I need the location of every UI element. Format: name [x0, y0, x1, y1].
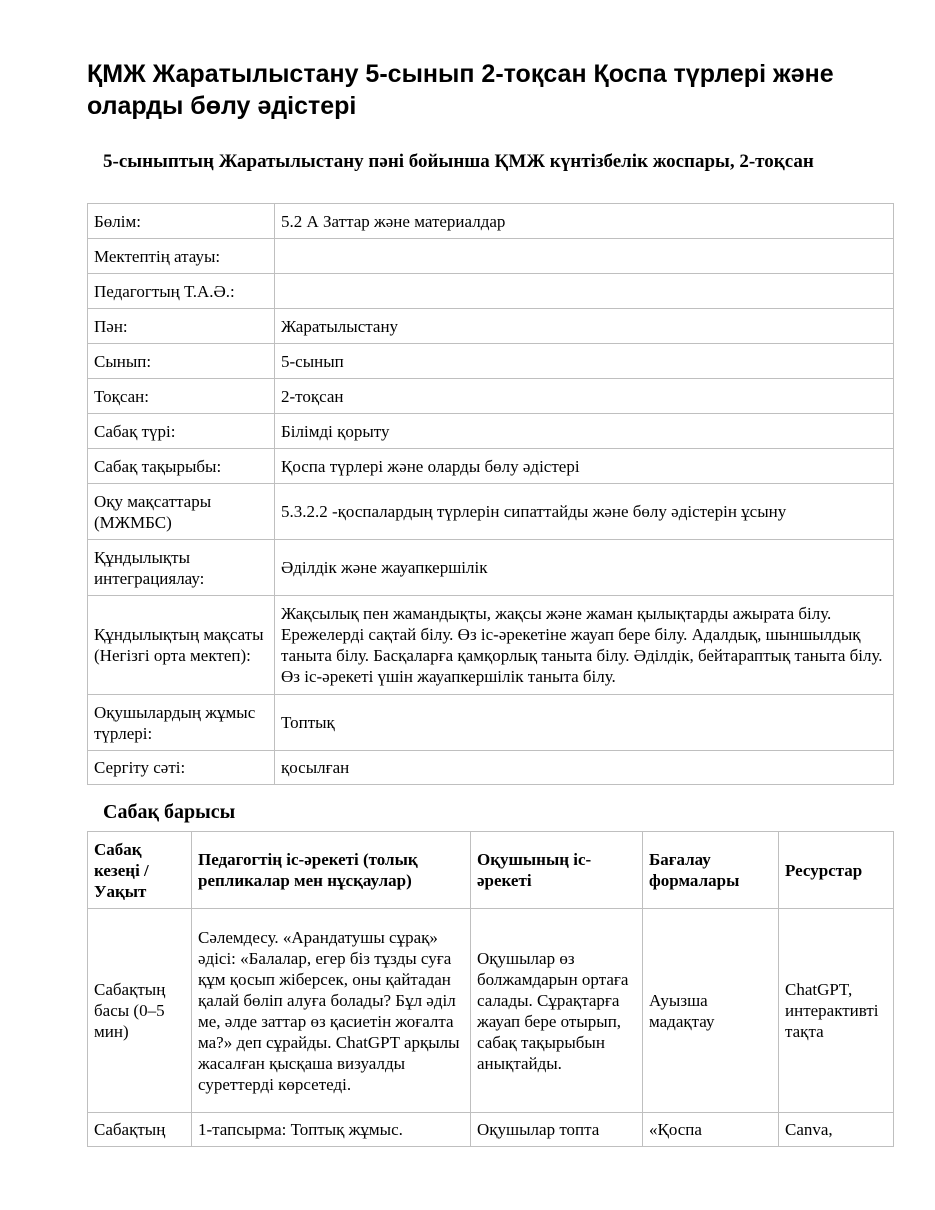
lesson-header-row	[88, 832, 894, 909]
info-row-work-types	[88, 695, 894, 751]
info-value: 5-сынып	[275, 344, 894, 379]
info-label: Құндылықты интеграциялау:	[88, 540, 275, 596]
info-value: Білімді қорыту	[275, 414, 894, 449]
info-row-school-name	[88, 239, 894, 274]
teacher-activity-cell: 1-тапсырма: Топтық жұмыс.	[192, 1113, 471, 1147]
info-label: Сынып:	[88, 344, 275, 379]
resources-cell: ChatGPT, интерактивті тақта	[779, 909, 894, 1113]
info-label: Бөлім:	[88, 204, 275, 239]
info-value	[275, 239, 894, 274]
info-value: Жақсылық пен жамандықты, жақсы және жаман қылықтарды ажырата білу. Ережелерді сақтай білу. Өз іс-әрекетіне жауап бере білу. Адалдық, шыншылдық таныта білу. Басқаларға қамқорлық таныта білу. Әділдік, бейтараптық таныта білу. Өз іс-әрекеті үшін жауапкершілік таныта білу.	[275, 596, 894, 695]
info-label: Тоқсан:	[88, 379, 275, 414]
column-header-student-activity: Оқушының іс-әрекеті	[471, 832, 643, 909]
lesson-stage-cell: Сабақтың	[88, 1113, 192, 1147]
info-row-teacher-name	[88, 274, 894, 309]
info-value: Қоспа түрлері және оларды бөлу әдістері	[275, 449, 894, 484]
student-activity-cell: Оқушылар топта	[471, 1113, 643, 1147]
student-activity-cell: Оқушылар өз болжамдарын ортаға салады. Сұрақтарға жауап бере отырып, сабақ тақырыбын анықтайды.	[471, 909, 643, 1113]
column-header-assessment: Бағалау формалары	[643, 832, 779, 909]
info-row-subject	[88, 309, 894, 344]
info-label: Оқушылардың жұмыс түрлері:	[88, 695, 275, 751]
info-label: Сабақ тақырыбы:	[88, 449, 275, 484]
info-label: Педагогтың Т.А.Ә.:	[88, 274, 275, 309]
info-label: Мектептің атауы:	[88, 239, 275, 274]
info-row-section	[88, 204, 894, 239]
info-value	[275, 274, 894, 309]
resources-cell: Canva,	[779, 1113, 894, 1147]
lesson-row	[88, 909, 894, 1113]
info-value: Жаратылыстану	[275, 309, 894, 344]
teacher-activity-cell: Сәлемдесу. «Арандатушы сұрақ» әдісі: «Балалар, егер біз тұзды суға құм қосып жіберсек, оны қайтадан қалай бөліп алуға болады? Бұл әділ ме, әлде заттар өз қасиетін жоғалта ма?» деп сұрайды. ChatGPT арқылы жасалған қысқаша визуалды суреттерді көрсетеді.	[192, 909, 471, 1113]
info-label: Сергіту сәті:	[88, 751, 275, 785]
lesson-progress-heading: Сабақ барысы	[103, 801, 236, 823]
info-value: 5.2 А Заттар және материалдар	[275, 204, 894, 239]
info-row-grade	[88, 344, 894, 379]
info-row-quarter	[88, 379, 894, 414]
document-title: ҚМЖ Жаратылыстану 5-сынып 2-тоқсан Қоспа түрлері және оларды бөлу әдістері	[87, 60, 834, 120]
lesson-progress-table	[87, 831, 894, 1147]
info-row-value-integration	[88, 540, 894, 596]
info-label: Оқу мақсаттары (МЖМБС)	[88, 484, 275, 540]
info-value: қосылған	[275, 751, 894, 785]
info-value: Әділдік және жауапкершілік	[275, 540, 894, 596]
info-row-refresh-moment	[88, 751, 894, 785]
info-row-lesson-type	[88, 414, 894, 449]
info-row-lesson-topic	[88, 449, 894, 484]
info-value: 5.3.2.2 -қоспалардың түрлерін сипаттайды және бөлу әдістерін ұсыну	[275, 484, 894, 540]
column-header-resources: Ресурстар	[779, 832, 894, 909]
info-label: Пән:	[88, 309, 275, 344]
info-row-value-goal	[88, 596, 894, 695]
info-value: 2-тоқсан	[275, 379, 894, 414]
info-row-learning-objectives	[88, 484, 894, 540]
info-label: Сабақ түрі:	[88, 414, 275, 449]
column-header-stage: Сабақ кезеңі / Уақыт	[88, 832, 192, 909]
lesson-row	[88, 1113, 894, 1147]
column-header-teacher-activity: Педагогтің іс-әрекеті (толық репликалар мен нұсқаулар)	[192, 832, 471, 909]
document-subtitle: 5-сыныптың Жаратылыстану пәні бойынша ҚМЖ күнтізбелік жоспары, 2-тоқсан	[103, 151, 814, 172]
info-label: Құндылықтың мақсаты (Негізгі орта мектеп):	[88, 596, 275, 695]
lesson-stage-cell: Сабақтың басы (0–5 мин)	[88, 909, 192, 1113]
lesson-info-table	[87, 203, 894, 785]
info-value: Топтық	[275, 695, 894, 751]
assessment-cell: Ауызша мадақтау	[643, 909, 779, 1113]
assessment-cell: «Қоспа	[643, 1113, 779, 1147]
